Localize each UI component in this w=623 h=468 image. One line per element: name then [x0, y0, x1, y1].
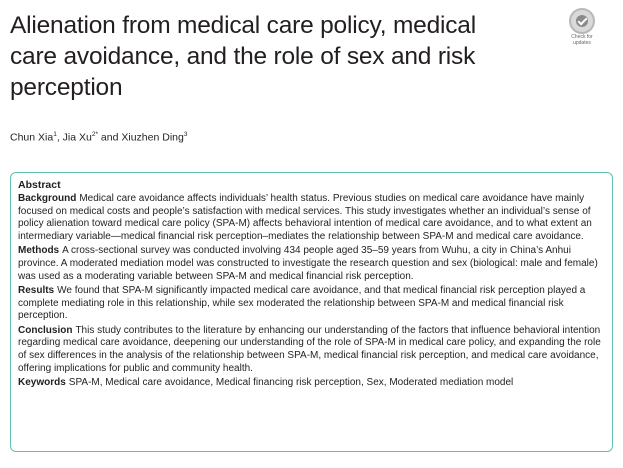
section-label: Results — [18, 284, 55, 296]
affiliation-marker: 3 — [183, 131, 188, 138]
check-for-updates-icon — [569, 8, 595, 34]
abstract-keywords — [18, 377, 604, 390]
title-line-1: Alienation from medical care policy, medical — [10, 12, 476, 39]
abstract-methods — [18, 245, 604, 283]
abstract-results — [18, 285, 604, 323]
abstract-heading: Abstract — [18, 179, 61, 191]
section-label: Background — [18, 193, 77, 204]
title-line-3: perception — [10, 74, 123, 101]
abstract-box — [10, 172, 613, 452]
author-list — [10, 131, 187, 144]
article-title — [10, 10, 550, 103]
section-label: Keywords — [18, 376, 66, 388]
author-name: Chun Xia — [10, 131, 54, 144]
badge-label: Check for updates — [571, 34, 593, 46]
section-text: A cross-sectional survey was conducted involving 434 people aged 35–59 years from Wuhu, a city in China’s Anhui province. A moderated mediation model was constructed to investigate the research question and sex (biological: male and female) was used as a moderating variable between SPA-M and medical financial risk perception. — [18, 245, 598, 282]
abstract-conclusion — [18, 325, 604, 376]
section-label: Methods — [18, 245, 60, 257]
section-text: We found that SPA-M significantly impacted medical care avoidance, and that medical financial risk perception played a complete mediating role in this relationship, while sex moderated the relationship between SPA-M and medical financial risk perception. — [18, 284, 586, 322]
affiliation-marker: 2* — [91, 131, 99, 138]
section-text: SPA-M, Medical care avoidance, Medical financing risk perception, Sex, Moderated mediation model — [68, 376, 514, 388]
section-text: This study contributes to the literature by enhancing our understanding of the factors that influence behavioral intention regarding medical care avoidance, deepening our understanding of the role of SPA-M in medical care policy, and expanding the role of sex differences in the analysis of the relationship between SPA-M, medical financial risk perception, and medical care avoidance, offering implications for public and community health. — [18, 324, 601, 374]
section-label: Conclusion — [18, 324, 73, 336]
abstract-background — [18, 193, 604, 244]
author-name: , Jia Xu — [56, 131, 92, 144]
author-name: and Xiuzhen Ding — [98, 131, 184, 144]
title-line-2: care avoidance, and the role of sex and risk — [10, 43, 476, 70]
check-for-updates-badge[interactable] — [565, 8, 599, 48]
affiliation-marker: 1 — [53, 131, 57, 138]
section-text: Medical care avoidance affects individuals’ health status. Previous studies on medical care avoidance have mainly focused on medical costs and people’s satisfaction with medical services. This study investigates whether an individual’s sense of policy alienation toward medical care policy (SPA-M) affects behavioral intention of medical care avoidance, and to what extent an intermediary variable—medical financial risk perception–mediates the relationship between SPA-M and medical care avoidance. — [18, 193, 592, 243]
